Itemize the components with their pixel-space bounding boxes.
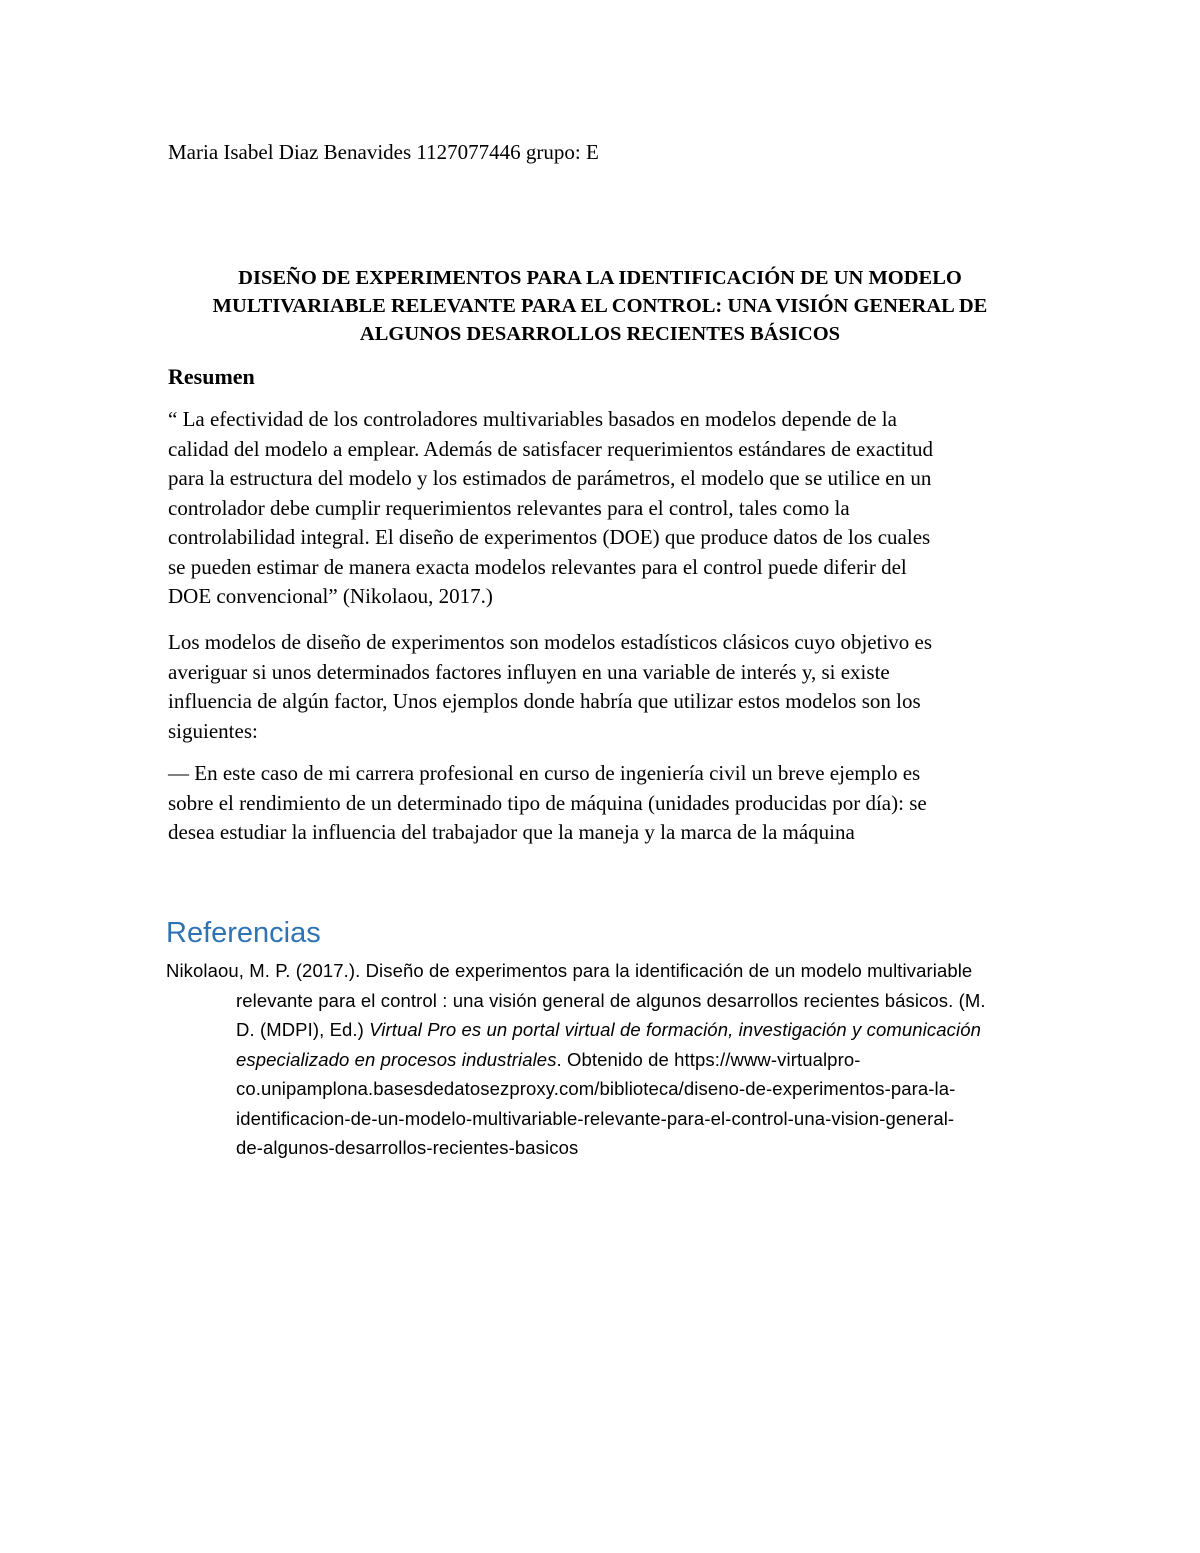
paragraph-line: — En este caso de mi carrera profesional en curso de ingeniería civil un breve ejemplo es (168, 761, 921, 785)
reference-line (166, 1015, 1066, 1045)
paragraph-line: siguientes: (168, 718, 258, 743)
reference-line (166, 1045, 1066, 1075)
paragraph-line: influencia de algún factor, Unos ejemplos donde habría que utilizar estos modelos son los (168, 689, 921, 713)
reference-entry (166, 956, 1066, 1163)
paragraph-line: “ La efectividad de los controladores multivariables basados en modelos depende de la (168, 407, 897, 431)
title-line: MULTIVARIABLE RELEVANTE PARA EL CONTROL: UNA VISIÓN GENERAL DE (212, 295, 988, 317)
paragraph-line: para la estructura del modelo y los estimados de parámetros, el modelo que se utilice en un (168, 466, 932, 490)
document-title (150, 264, 1050, 348)
paragraph-line: DOE convencional” (Nikolaou, 2017.) (168, 584, 493, 608)
paragraph-line: calidad del modelo a emplear. Además de satisfacer requerimientos estándares de exactitud (168, 436, 934, 461)
reference-url-line: de-algunos-desarrollos-recientes-basicos (236, 1137, 579, 1158)
reference-source-title: especializado en procesos industriales (236, 1048, 557, 1070)
author-line: Maria Isabel Diaz Benavides 1127077446 grupo: E (168, 140, 599, 164)
example-paragraph (168, 759, 1048, 848)
paragraph-line: se pueden estimar de manera exacta modelos relevantes para el control puede diferir del (168, 554, 907, 579)
title-line: DISEÑO DE EXPERIMENTOS PARA LA IDENTIFICACIÓN DE UN MODELO (238, 267, 962, 289)
paragraph-line: averiguar si unos determinados factores influyen en una variable de interés y, si existe (168, 659, 890, 684)
reference-line: Nikolaou, M. P. (2017.). Diseño de experimentos para la identificación de un modelo multivariable (166, 960, 973, 981)
reference-source-title: Virtual Pro es un portal virtual de formación, investigación y comunicación (369, 1019, 981, 1040)
models-paragraph (168, 628, 1048, 746)
reference-line: relevante para el control : una visión general de algunos desarrollos recientes básicos. (M. (236, 989, 986, 1011)
paragraph-line: sobre el rendimiento de un determinado tipo de máquina (unidades producidas por día): se (168, 790, 927, 815)
paragraph-line: controlador debe cumplir requerimientos relevantes para el control, tales como la (168, 495, 850, 520)
reference-url-line: identificacion-de-un-modelo-multivariable-relevante-para-el-control-una-vision-general- (236, 1107, 955, 1129)
title-line: ALGUNOS DESARROLLOS RECIENTES BÁSICOS (359, 323, 841, 345)
abstract-paragraph (168, 405, 1048, 612)
paragraph-line: controlabilidad integral. El diseño de experimentos (DOE) que produce datos de los cuales (168, 525, 931, 549)
reference-url-line: co.unipamplona.basesdedatosezproxy.com/biblioteca/diseno-de-experimentos-para-la- (236, 1078, 956, 1099)
references-heading: Referencias (166, 917, 321, 949)
reference-text: . Obtenido de https://www-virtualpro- (556, 1048, 861, 1070)
paragraph-line: desea estudiar la influencia del trabajador que la maneja y la marca de la máquina (168, 820, 855, 844)
abstract-heading: Resumen (168, 364, 255, 389)
paragraph-line: Los modelos de diseño de experimentos son modelos estadísticos clásicos cuyo objetivo es (168, 630, 933, 654)
reference-text: D. (MDPI), Ed.) (236, 1019, 370, 1040)
